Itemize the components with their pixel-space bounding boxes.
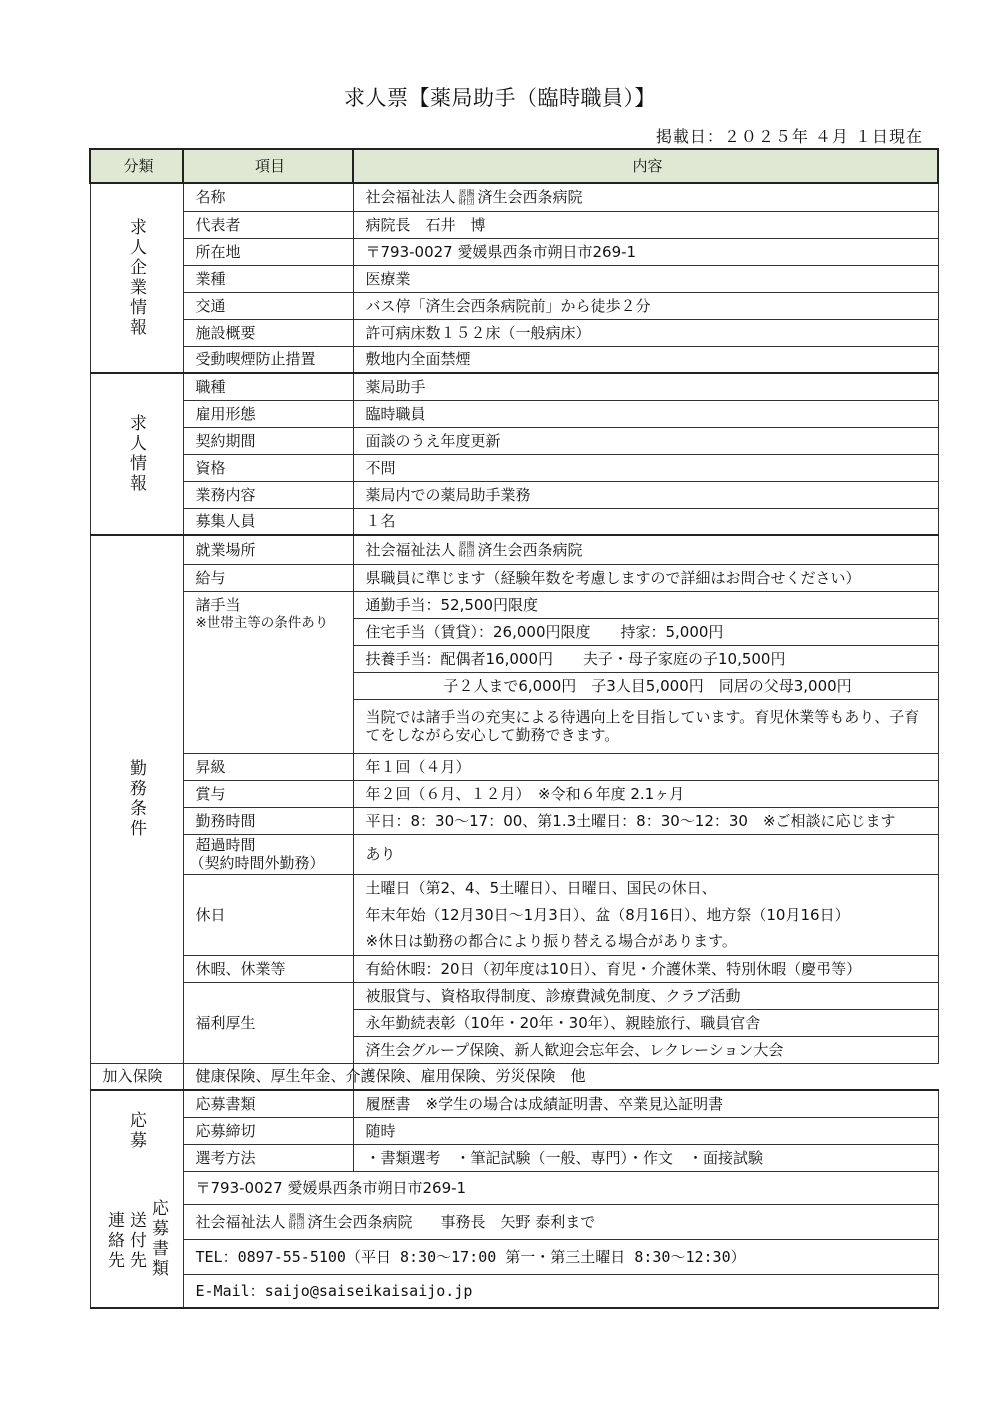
header-item: 項目	[183, 149, 353, 183]
value-documents: 履歴書 ※学生の場合は成績証明書、卒業見込証明書	[353, 1090, 938, 1117]
ruby-onshi: 恩賜 財団	[458, 541, 475, 559]
value-holidays-1: 土曜日（第2、4、5土曜日）、日曜日、国民の休日、	[353, 874, 938, 901]
value-work-hours: 平日：8：30～17：00、第1.3土曜日：8：30～12：30 ※ご相談に応じます	[353, 807, 938, 834]
label-promotion: 昇級	[183, 753, 353, 780]
allowances-note: ※世帯主等の条件あり	[195, 614, 329, 631]
label-employment: 雇用形態	[183, 400, 353, 427]
value-name: 社会福祉法人 恩賜 財団 済生会西条病院	[353, 183, 938, 211]
value-housing-allowance: 住宅手当（賃貸）：26,000円限度 持家：5,000円	[353, 618, 938, 645]
value-overtime: あり	[353, 834, 938, 874]
table-row	[90, 292, 938, 319]
value-smoking: 敷地内全面禁煙	[353, 346, 938, 373]
label-qualification: 資格	[183, 454, 353, 481]
label-insurance: 加入保険	[90, 1063, 183, 1090]
table-row	[90, 1204, 938, 1239]
label-address: 所在地	[183, 238, 353, 265]
label-selection: 選考方法	[183, 1144, 353, 1171]
table-row	[90, 346, 938, 373]
table-row	[90, 564, 938, 591]
table-row	[90, 508, 938, 535]
contact-email[interactable]: E-Mail：saijo@saiseikaisaijo.jp	[183, 1274, 938, 1308]
label-documents: 応募書類	[183, 1090, 353, 1117]
table-row	[90, 1063, 938, 1090]
contact-address: 〒793-0027 愛媛県西条市朔日市269-1	[183, 1171, 938, 1204]
header-content: 内容	[353, 149, 938, 183]
value-bonus: 年２回（６月、１２月） ※令和６年度 2.1ヶ月	[353, 780, 938, 807]
table-row	[90, 535, 938, 564]
value-selection: ・書類選考 ・筆記試験（一般、専門）・作文 ・面接試験	[353, 1144, 938, 1171]
label-transit: 交通	[183, 292, 353, 319]
table-row	[90, 1117, 938, 1144]
value-representative: 病院長 石井 博	[353, 211, 938, 238]
table-row	[90, 427, 938, 454]
value-deadline: 随時	[353, 1117, 938, 1144]
label-job-type: 職種	[183, 373, 353, 400]
table-row	[90, 1239, 938, 1274]
category-job: 求人情報	[90, 373, 183, 535]
label-work-hours: 勤務時間	[183, 807, 353, 834]
label-welfare: 福利厚生	[183, 982, 353, 1063]
value-recruit-count: １名	[353, 508, 938, 535]
table-row	[90, 1171, 938, 1204]
value-family-allowance: 扶養手当：配偶者16,000円 夫子・母子家庭の子10,500円	[353, 645, 938, 672]
table-row	[90, 319, 938, 346]
table-row	[90, 874, 938, 901]
value-commute-allowance: 通勤手当：52,500円限度	[353, 591, 938, 618]
value-transit: バス停「済生会西条病院前」から徒歩２分	[353, 292, 938, 319]
value-workplace: 社会福祉法人 恩賜 財団 済生会西条病院	[353, 535, 938, 564]
value-address: 〒793-0027 愛媛県西条市朔日市269-1	[353, 238, 938, 265]
table-row	[90, 1144, 938, 1171]
value-insurance: 健康保険、厚生年金、介護保険、雇用保険、労災保険 他	[183, 1063, 353, 1090]
ruby-onshi: 恩賜 財団	[458, 188, 475, 206]
label-holidays: 休日	[183, 874, 353, 955]
table-row	[90, 481, 938, 508]
table-row	[90, 955, 938, 982]
ruby-onshi: 恩賜 財団	[288, 1213, 305, 1230]
table-header-row	[90, 149, 938, 183]
category-apply: 応募	[90, 1090, 183, 1171]
label-recruit-count: 募集人員	[183, 508, 353, 535]
table-row	[90, 753, 938, 780]
table-row	[90, 780, 938, 807]
value-facility: 許可病床数１５２床（一般病床）	[353, 319, 938, 346]
value-job-type: 薬局助手	[353, 373, 938, 400]
label-overtime: 超過時間 （契約時間外勤務）	[183, 834, 353, 874]
table-row	[90, 1090, 938, 1117]
label-workplace: 就業場所	[183, 535, 353, 564]
label-name: 名称	[183, 183, 353, 211]
category-company: 求人企業情報	[90, 183, 183, 373]
value-industry: 医療業	[353, 265, 938, 292]
label-representative: 代表者	[183, 211, 353, 238]
value-employment: 臨時職員	[353, 400, 938, 427]
label-contract: 契約期間	[183, 427, 353, 454]
table-row	[90, 454, 938, 481]
value-duty: 薬局内での薬局助手業務	[353, 481, 938, 508]
value-qualification: 不問	[353, 454, 938, 481]
table-row	[90, 238, 938, 265]
label-leave: 休暇、休業等	[183, 955, 353, 982]
table-row	[90, 834, 938, 874]
category-work: 勤務条件	[90, 535, 183, 1063]
table-row	[90, 373, 938, 400]
table-row	[90, 400, 938, 427]
header-category: 分類	[90, 149, 183, 183]
contact-person: 社会福祉法人 恩賜 財団 済生会西条病院 事務長 矢野 泰利まで	[183, 1204, 938, 1239]
table-row	[90, 982, 938, 1009]
job-posting-table	[89, 148, 939, 1309]
value-allowance-description: 当院では諸手当の充実による待遇向上を目指しています。育児休業等もあり、子育てをしながら安心して勤務できます。	[353, 699, 938, 753]
value-holidays-2: 年末年始（12月30日～1月3日）、盆（8月16日）、地方祭（10月16日）	[353, 901, 938, 928]
table-row	[90, 211, 938, 238]
value-leave: 有給休暇：20日（初年度は10日）、育児・介護休業、特別休暇（慶弔等）	[353, 955, 938, 982]
value-contract: 面談のうえ年度更新	[353, 427, 938, 454]
value-promotion: 年１回（４月）	[353, 753, 938, 780]
value-salary: 県職員に準じます（経験年数を考慮しますので詳細はお問合せください）	[353, 564, 938, 591]
value-welfare-1: 被服貸与、資格取得制度、診療費減免制度、クラブ活動	[353, 982, 938, 1009]
label-industry: 業種	[183, 265, 353, 292]
table-row	[90, 1274, 938, 1308]
table-row	[90, 265, 938, 292]
table-row	[90, 183, 938, 211]
table-row	[90, 591, 938, 618]
label-allowances: 諸手当 ※世帯主等の条件あり	[183, 591, 353, 753]
contact-tel: TEL：0897-55-5100（平日 8:30～17:00 第一・第三土曜日 8:30～12:30）	[183, 1239, 938, 1274]
category-contact: 応募書類 送付先 連絡先	[90, 1171, 183, 1308]
label-deadline: 応募締切	[183, 1117, 353, 1144]
posting-date: 掲載日：２０２５年 ４月 １日現在	[655, 127, 923, 146]
table-row	[90, 807, 938, 834]
label-smoking: 受動喫煙防止措置	[183, 346, 353, 373]
label-duty: 業務内容	[183, 481, 353, 508]
page-title: 求人票【薬局助手（臨時職員）】	[344, 86, 656, 110]
value-welfare-2: 永年勤続表彰（10年・20年・30年）、親睦旅行、職員官舎	[353, 1009, 938, 1036]
label-bonus: 賞与	[183, 780, 353, 807]
value-holidays-3: ※休日は勤務の都合により振り替える場合があります。	[353, 928, 938, 955]
value-family-allowance-children: 子２人まで6,000円 子3人目5,000円 同居の父母3,000円	[353, 672, 938, 699]
value-welfare-3: 済生会グループ保険、新人歓迎会忘年会、レクレーション大会	[353, 1036, 938, 1063]
label-facility: 施設概要	[183, 319, 353, 346]
label-salary: 給与	[183, 564, 353, 591]
